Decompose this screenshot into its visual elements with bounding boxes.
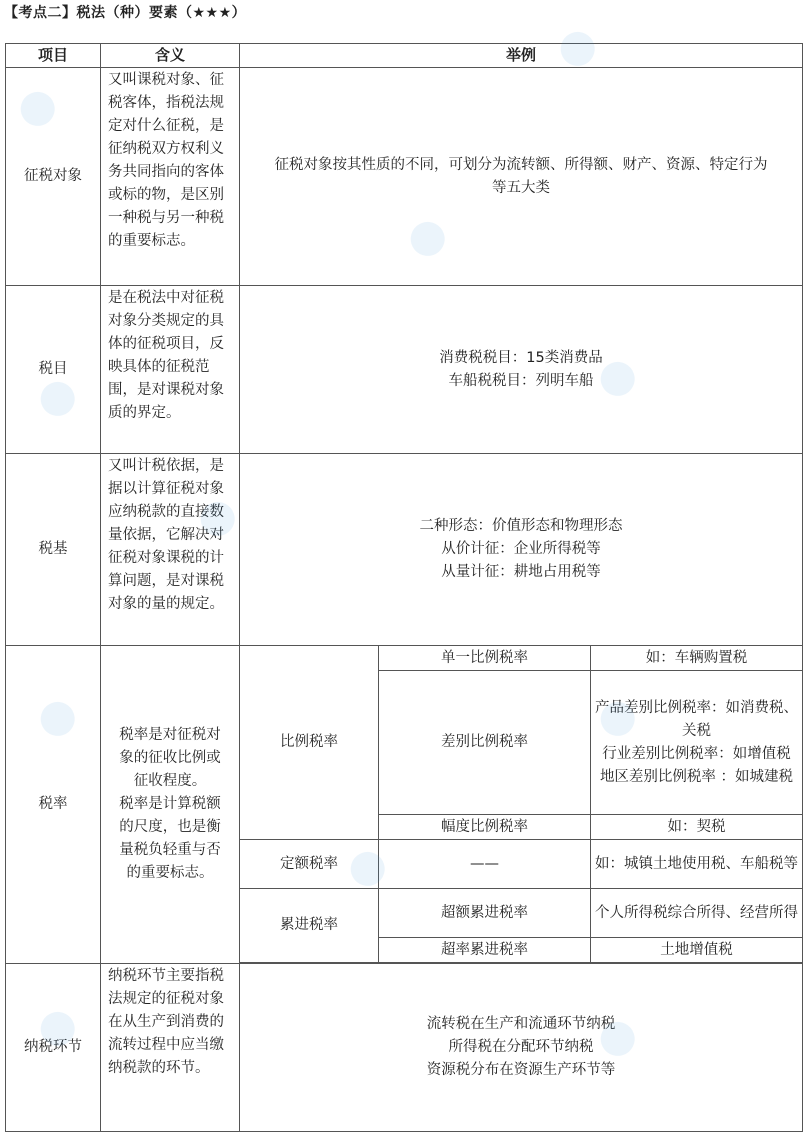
rate-type-fixed: 定额税率 [240,840,379,889]
meaning-line: 象的征收比例或 [119,750,221,766]
example-line: 从价计征：企业所得税等 [441,541,601,557]
rate-example: 个人所得税综合所得、经营所得 [591,889,803,938]
rate-subtype: 幅度比例税率 [379,815,591,840]
meaning-line: 税率是计算税额 [119,796,221,812]
meaning-line: 征收程度。 [133,773,207,789]
rate-type-progressive: 累进税率 [240,889,379,963]
row-item-label: 税基 [6,454,101,646]
example-line: 从量计征：耕地占用税等 [441,564,601,580]
page-heading: 【考点二】税法（种）要素（★★★） [4,5,247,21]
rate-subtable-cell [240,646,803,964]
example-line: 车船税税目：列明车船 [448,372,594,389]
rate-example: 如：契税 [591,815,803,840]
table-row [240,646,803,671]
rate-subtype: —— [379,840,591,889]
table-row [6,286,803,454]
example-line: 消费税税目：15类消费品 [439,349,603,366]
tax-elements-table [5,43,803,1132]
meaning-line: 的重要标志。 [126,865,214,881]
meaning-line: 量税负轻重与否 [119,842,221,858]
example-line: 地区差别比例税率 ：如城建税 [599,768,794,785]
table-row [6,964,803,1132]
table-row [6,646,803,964]
rate-subtable [239,645,803,963]
header-meaning: 含义 [101,44,240,68]
table-row [240,889,803,938]
rate-example: 土地增值税 [591,938,803,963]
header-item: 项目 [6,44,101,68]
example-line: 征税对象按其性质的不同，可划分为流转额、所得额、财产、资源、特定行为 [274,156,768,173]
row-example [240,454,803,646]
rate-example: 如：车辆购置税 [591,646,803,671]
row-item-label: 征税对象 [6,68,101,286]
row-meaning [101,646,240,964]
row-meaning: 又叫计税依据，是据以计算征税对象应纳税款的直接数量依据，它解决对征税对象课税的计算问题，是对课税对象的量的规定。 [101,454,240,646]
rate-subtype: 单一比例税率 [379,646,591,671]
row-meaning: 纳税环节主要指税法规定的征税对象在从生产到消费的流转过程中应当缴纳税款的环节。 [101,964,240,1132]
row-example [240,68,803,286]
example-line: 行业差别比例税率：如增值税 [602,745,791,762]
rate-type-proportional: 比例税率 [240,646,379,840]
row-example [240,964,803,1132]
row-item-label: 税目 [6,286,101,454]
meaning-line: 的尺度，也是衡 [119,819,221,835]
rate-example: 如：城镇土地使用税、车船税等 [591,840,803,889]
table-row [6,454,803,646]
example-line: 所得税在分配环节纳税 [448,1039,594,1055]
rate-subtype: 差别比例税率 [379,671,591,815]
row-example [240,286,803,454]
header-example: 举例 [240,44,803,68]
row-meaning: 又叫课税对象、征税客体，指税法规定对什么征税，是征纳税双方权利义务共同指向的客体或标的物，是区别一种税与另一种税的重要标志。 [101,68,240,286]
row-item-label: 税率 [6,646,101,964]
row-meaning: 是在税法中对征税对象分类规定的具体的征税项目，反映具体的征税范围，是对课税对象质的界定。 [101,286,240,454]
rate-subtype: 超额累进税率 [379,889,591,938]
table-row [240,840,803,889]
example-line: 产品差别比例税率：如消费税、关税 [595,699,798,739]
example-line: 资源税分布在资源生产环节等 [426,1062,616,1078]
rate-subtype: 超率累进税率 [379,938,591,963]
example-line: 流转税在生产和流通环节纳税 [426,1016,616,1032]
table-row [6,68,803,286]
example-line: 二种形态：价值形态和物理形态 [419,518,623,534]
row-item-label: 纳税环节 [6,964,101,1132]
meaning-line: 税率是对征税对 [119,727,221,743]
rate-example [591,671,803,815]
example-line: 等五大类 [492,179,550,196]
